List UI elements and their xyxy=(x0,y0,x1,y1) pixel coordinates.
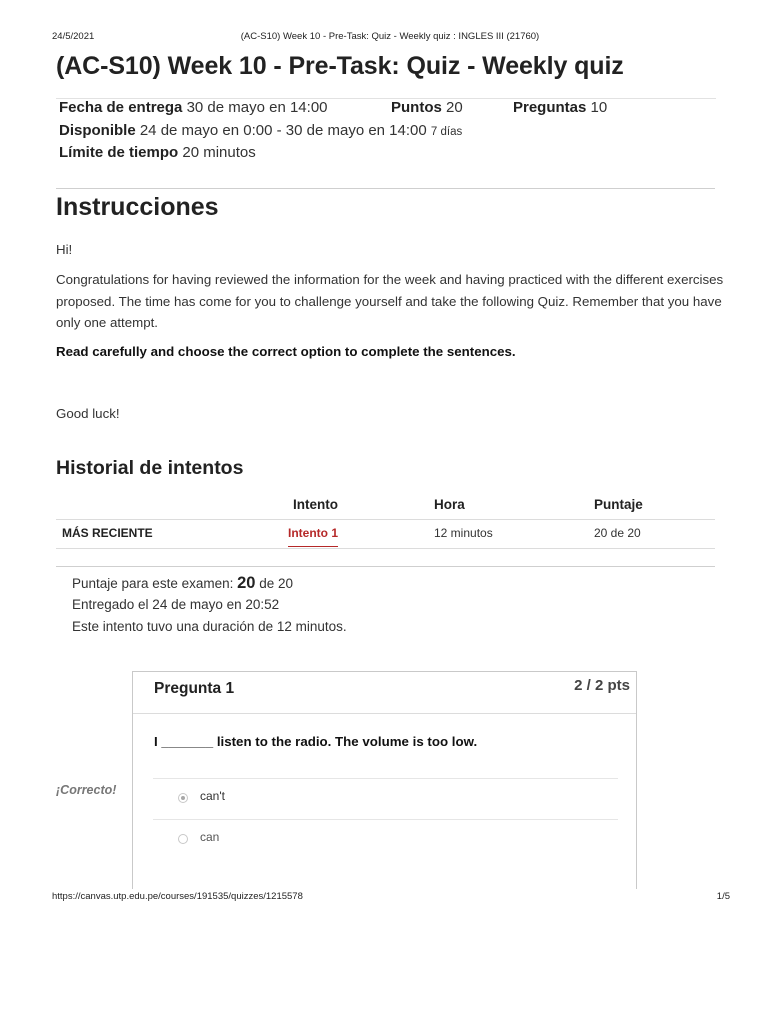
quiz-content xyxy=(56,48,724,637)
instructions-greeting: Hi! xyxy=(56,241,73,257)
score-line xyxy=(72,573,716,595)
score-prefix: Puntaje para este examen: xyxy=(72,575,234,591)
radio-unselected-icon[interactable] xyxy=(178,834,188,844)
print-url: https://canvas.utp.edu.pe/courses/191535/quizzes/1215578 xyxy=(52,891,303,902)
print-footer xyxy=(52,891,730,905)
question-text: I _______ listen to the radio. The volume is too low. xyxy=(154,734,478,749)
available-days: 7 días xyxy=(430,125,463,138)
question-points: 2 / 2 pts xyxy=(574,677,630,694)
instructions-section xyxy=(56,190,724,425)
questions-label: Preguntas xyxy=(513,99,587,116)
questions-value: 10 xyxy=(590,99,608,116)
details-row-1 xyxy=(59,97,716,120)
radio-selected-icon[interactable] xyxy=(178,793,188,803)
print-header xyxy=(52,31,728,45)
instructions-title: Instrucciones xyxy=(56,192,219,221)
due-date-label: Fecha de entrega xyxy=(59,99,183,116)
table-row xyxy=(56,519,715,549)
question-header xyxy=(133,672,636,714)
attempt-time: 12 minutos xyxy=(434,525,493,540)
duration-line: Este intento tuvo una duración de 12 minutos. xyxy=(72,618,347,634)
print-document-title: (AC-S10) Week 10 - Pre-Task: Quiz - Weekly quiz : INGLES III (21760) xyxy=(240,31,540,42)
column-header-time: Hora xyxy=(434,496,465,512)
column-header-attempt: Intento xyxy=(293,496,338,512)
attempt-score: 20 de 20 xyxy=(594,525,641,540)
time-limit-value: 20 minutos xyxy=(182,144,256,161)
print-date: 24/5/2021 xyxy=(52,31,95,42)
score-value: 20 xyxy=(237,573,256,592)
answer-option[interactable] xyxy=(153,778,618,819)
section-divider xyxy=(56,188,715,189)
question-card xyxy=(132,671,637,889)
details-row-2 xyxy=(59,120,716,143)
question-title: Pregunta 1 xyxy=(154,680,235,697)
due-date-value: 30 de mayo en 14:00 xyxy=(186,99,328,116)
score-suffix: de 20 xyxy=(259,575,294,591)
most-recent-tag: MÁS RECIENTE xyxy=(62,525,153,540)
available-value: 24 de mayo en 0:00 - 30 de mayo en 14:00 xyxy=(139,121,427,139)
submitted-line: Entregado el 24 de mayo en 20:52 xyxy=(72,597,280,612)
quiz-details xyxy=(56,98,716,165)
answer-option[interactable] xyxy=(153,819,618,860)
instructions-emphasis: Read carefully and choose the correct option to complete the sentences. xyxy=(56,343,516,359)
attempt-history-table xyxy=(56,489,715,549)
attempt-cell xyxy=(288,526,338,547)
print-page-number: 1/5 xyxy=(716,891,730,902)
column-header-score: Puntaje xyxy=(594,496,643,512)
attempt-1-link[interactable]: Intento 1 xyxy=(288,526,338,547)
points-value: 20 xyxy=(446,99,463,116)
correct-answer-flag: ¡Correcto! xyxy=(56,783,117,797)
points-label: Puntos xyxy=(391,99,442,116)
instructions-body: Congratulations for having reviewed the information for the week and having practiced with the different exercises proposed. The time has come for you to challenge yourself and take the following Quiz. Remember that you have only one attempt. xyxy=(56,272,724,330)
answer-label: can't xyxy=(200,789,225,803)
available-label: Disponible xyxy=(59,121,136,139)
page-title: (AC-S10) Week 10 - Pre-Task: Quiz - Weekly quiz xyxy=(56,52,624,80)
answer-label: can xyxy=(200,830,220,844)
table-header xyxy=(56,489,715,519)
attempt-history-title: Historial de intentos xyxy=(56,456,244,479)
instructions-closing: Good luck! xyxy=(56,406,120,421)
summary-divider xyxy=(56,566,715,567)
details-row-3 xyxy=(59,142,716,165)
time-limit-label: Límite de tiempo xyxy=(59,144,179,161)
attempt-summary xyxy=(56,573,716,638)
